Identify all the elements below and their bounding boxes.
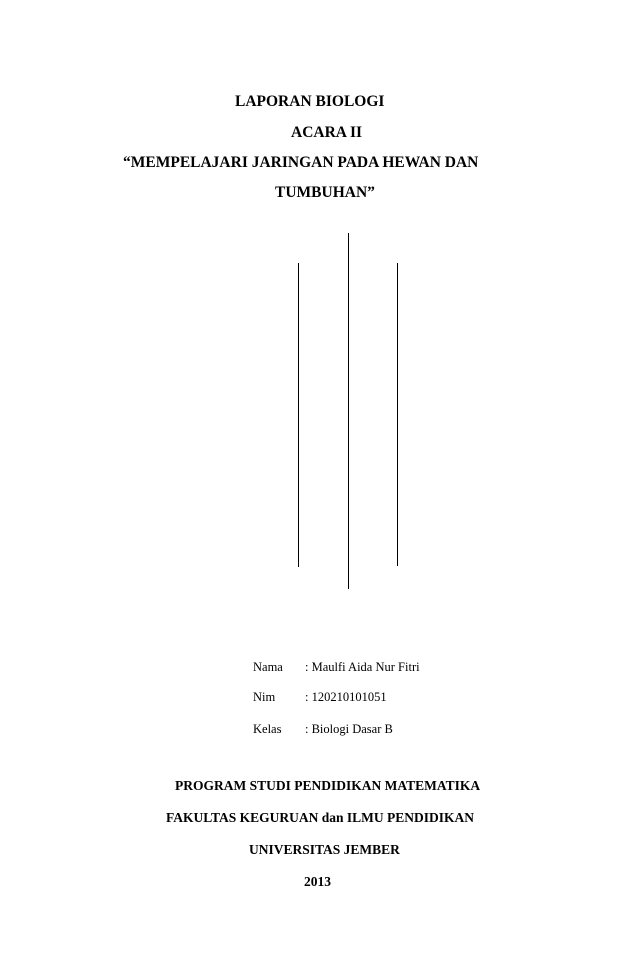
report-title: LAPORAN BIOLOGI (235, 93, 385, 110)
nim-value: : 120210101051 (305, 690, 387, 704)
nama-value: : Maulfi Aida Nur Fitri (305, 660, 420, 674)
nim-label: Nim (253, 690, 276, 704)
report-year: 2013 (304, 874, 331, 889)
nama-label: Nama (253, 660, 283, 674)
logo-line-right (397, 263, 398, 566)
faculty-name: FAKULTAS KEGURUAN dan ILMU PENDIDIKAN (166, 810, 475, 825)
logo-line-center (348, 233, 349, 589)
kelas-label: Kelas (253, 722, 282, 736)
report-session: ACARA II (291, 124, 363, 141)
program-name: PROGRAM STUDI PENDIDIKAN MATEMATIKA (175, 778, 481, 793)
report-topic-line-1: “MEMPELAJARI JARINGAN PADA HEWAN DAN (123, 154, 479, 171)
report-topic-line-2: TUMBUHAN” (275, 184, 375, 201)
kelas-value: : Biologi Dasar B (305, 722, 393, 736)
logo-line-left (298, 263, 299, 567)
university-name: UNIVERSITAS JEMBER (249, 842, 400, 857)
